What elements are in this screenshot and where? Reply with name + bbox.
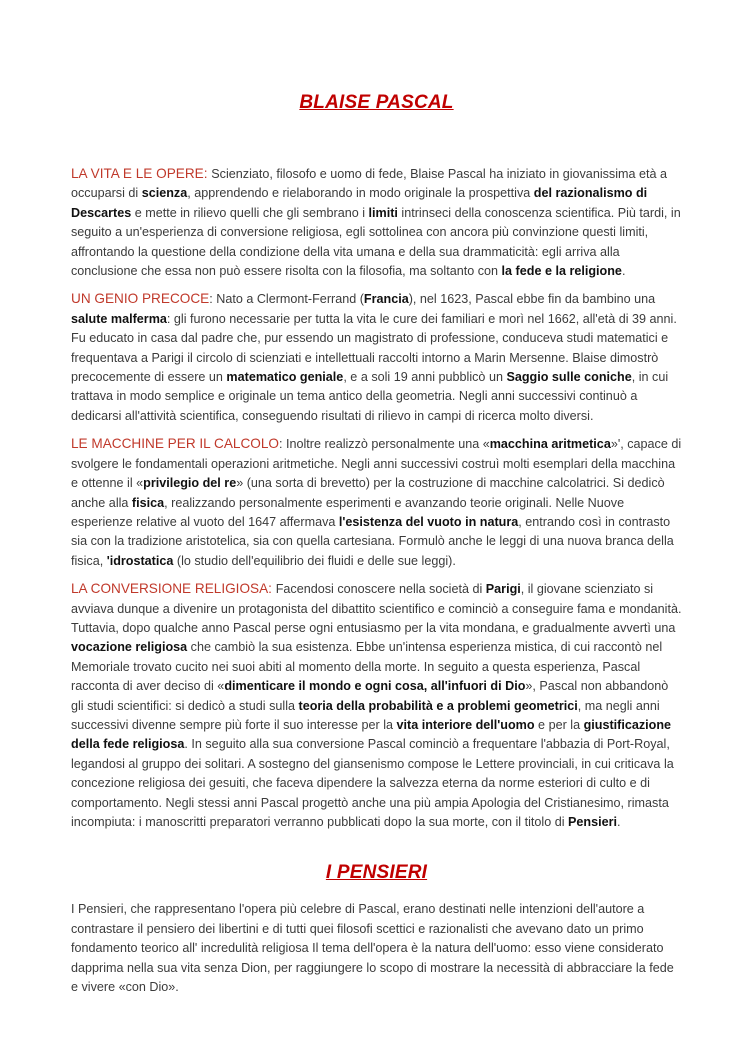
bold-term: Saggio sulle coniche: [506, 370, 632, 385]
text-run: , in cui trattava in modo semplice e originale un tema antico della geometria. Negli anni successivi continuò a dedicarsi all'attività scientifica, conseguendo risultati di rilievo in campi di ricerca molto diversi.: [71, 370, 669, 423]
text-run: . In seguito alla sua conversione Pascal cominciò a frequentare l'abbazia di Port-Royal, legandosi al gruppo dei solitari. A sostegno del giansenismo compose le Lettere provinciali, in cui criticava la concezione religiosa dei gesuiti, che faceva dipendere la salvezza eterna da norme esteriori di culto e di comportamento. Negli stessi anni Pascal progettò anche una più ampia Apologia del Cristianesimo, rimasta incompiuta: i manoscritti preparatori verranno pubblicati dopo la sua morte, con il titolo di: [71, 737, 674, 829]
bold-term: privilegio del re: [143, 476, 237, 491]
text-run: , apprendendo e rielaborando in modo originale la prospettiva: [187, 186, 534, 201]
bold-term: Parigi: [485, 582, 521, 597]
text-run: Scienziato, filosofo e uomo di fede, Blaise Pascal ha iniziato in giovanissima età a occuparsi di: [71, 167, 668, 201]
section-paragraph: [71, 434, 682, 571]
text-run: »', capace di svolgere le fondamentali operazioni aritmetiche. Negli anni successivi costruì molti esemplari della macchina e ottenne il «: [71, 437, 682, 491]
bold-term: limiti: [368, 205, 398, 220]
text-run: .: [621, 264, 626, 279]
section-paragraph: [71, 289, 682, 426]
bold-term: salute malferma: [71, 311, 167, 326]
text-run: che cambiò la sua esistenza. Ebbe un'intensa esperienza mistica, di cui raccontò nel Memoriale trovato cucito nei suoi abiti al momento della morte. In seguito a questa esperienza, Pascal racconta di aver deciso di «: [71, 640, 663, 694]
text-run: e per la: [534, 717, 584, 732]
text-run: : Inoltre realizzò personalmente una «: [279, 437, 490, 452]
bold-term: Pensieri: [568, 815, 618, 829]
text-run: , realizzando personalmente esperimenti e avanzando teorie originali. Nelle Nuove esperienze relative al vuoto del 1647 affermava: [71, 495, 625, 529]
text-run: : gli furono necessarie per tutta la vita le cure dei familiari e morì nel 1662, all'età di 39 anni. Fu educato in casa dal padre che, pur essendo un magistrato di professione, conduceva studi matematici e frequentava a Parigi il circolo di scienziati e intellettuali raccolti intorno a Marin Mersenne. Blaise dimostrò precocemente di essere un: [71, 311, 677, 385]
text-run: ), nel 1623, Pascal ebbe fin da bambino una: [408, 292, 656, 307]
bold-term: giustificazione della fede religiosa: [71, 717, 672, 752]
bold-term: del razionalismo di Descartes: [71, 186, 648, 220]
bold-term: vocazione religiosa: [71, 640, 188, 655]
pensieri-paragraph: I Pensieri, che rappresentano l'opera più celebre di Pascal, erano destinati nelle intenzioni dell'autore a contrastare il pensiero dei libertini e di tutti quei filosofi scettici e razionalisti che avevano dato un primo fondamento teorico all' incredulità religiosa Il tema dell'opera è la natura dell'uomo: esso viene considerato dapprima nella sua vita senza Dion, per raggiungere lo scopo di mostrare la necessità di abbracciare la fede e vivere «con Dio».: [71, 902, 674, 995]
bold-term: dimenticare il mondo e ogni cosa, all'infuori di Dio: [224, 679, 526, 694]
text-run: (lo studio dell'equilibrio dei fluidi e delle sue leggi).: [173, 553, 456, 568]
text-run: : Nato a Clermont-Ferrand (: [209, 292, 364, 307]
text-run: , il giovane scienziato si avviava dunque a divenire un protagonista del dibattito scientifico e cominciò a conseguire fama e mondanità. Tuttavia, dopo qualche anno Pascal perse ogni entusiasmo per la vita mondana, e gradualmente avvertì una: [71, 582, 682, 635]
section-paragraph: [71, 579, 682, 832]
pensieri-title: I PENSIERI: [325, 862, 428, 884]
bold-term: macchina aritmetica: [489, 437, 611, 452]
bold-term: fisica: [131, 495, 165, 510]
document-title: BLAISE PASCAL: [299, 92, 454, 113]
text-run: , entrando così in contrasto sia con la tradizione aristotelica, sia con quella cartesiana. Formulò anche le leggi di una nuova branca della fisica,: [71, 514, 674, 568]
bold-term: vita interiore dell'uomo: [396, 717, 535, 732]
section-heading: LE MACCHINE PER IL CALCOLO: [71, 436, 279, 452]
section-heading: UN GENIO PRECOCE: [71, 291, 210, 307]
text-run: », Pascal non abbandonò gli studi scientifici: si dedicò a studi sulla: [71, 679, 669, 713]
text-run: , e a soli 19 anni pubblicò un: [343, 370, 507, 385]
bold-term: scienza: [141, 186, 188, 201]
text-run: e mette in rilievo quelli che gli sembrano i: [131, 205, 369, 220]
text-run: .: [617, 815, 621, 829]
section-paragraph: [71, 164, 682, 281]
bold-term: l'esistenza del vuoto in natura: [338, 514, 519, 529]
bold-term: Francia: [363, 292, 409, 307]
bold-term: la fede e la religione: [501, 264, 622, 279]
bold-term: teoria della probabilità e a problemi geometrici: [298, 698, 578, 713]
text-run: » (una sorta di brevetto) per la costruzione di macchine calcolatrici. Si dedicò anche alla: [71, 476, 665, 510]
bold-term: 'idrostatica: [106, 553, 174, 568]
sections-container: [71, 164, 682, 832]
section-heading: LA VITA E LE OPERE:: [71, 166, 212, 181]
text-run: Facendosi conoscere nella società di: [275, 582, 486, 597]
bold-term: matematico geniale: [226, 370, 344, 385]
text-run: intrinseci della conoscenza scientifica. Più tardi, in seguito a un'esperienza di conversione religiosa, egli sottolinea con ancora più convinzione questi limiti, affrontando la questione della condizione della vita umana e della sua drammaticità: egli arriva alla conclusione che essa non può essere risolta con la filosofia, ma soltanto con: [71, 205, 681, 279]
text-run: , ma negli anni successivi divenne sempre più forte il suo interesse per la: [71, 698, 660, 732]
section-heading: LA CONVERSIONE RELIGIOSA:: [71, 581, 276, 597]
